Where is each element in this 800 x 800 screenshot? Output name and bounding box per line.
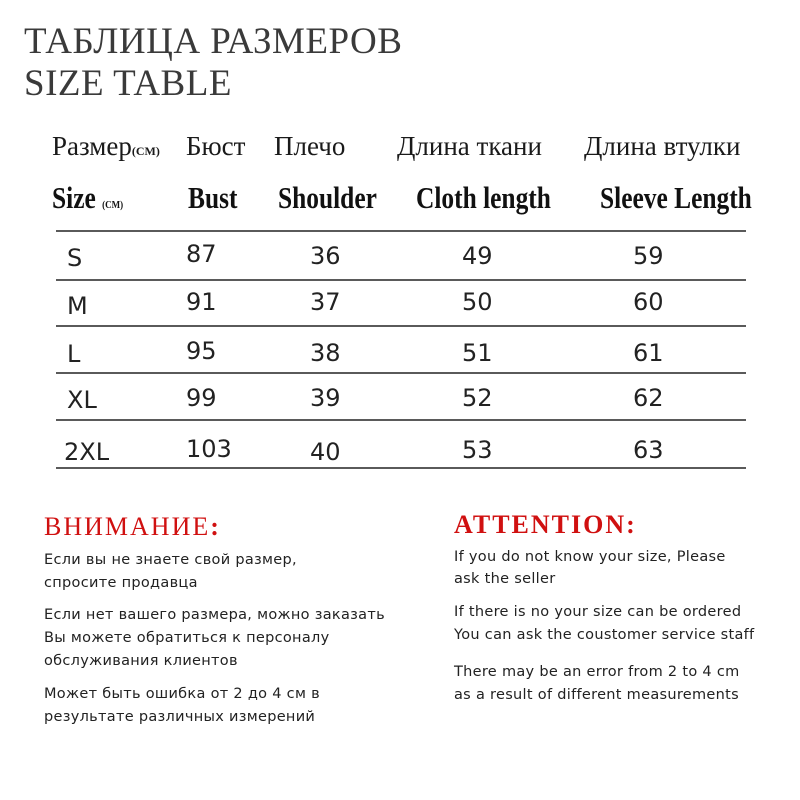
cell-shoulder: 38 bbox=[310, 339, 341, 367]
cell-size: S bbox=[67, 244, 83, 272]
header-size-en: Size (CM) bbox=[52, 180, 124, 215]
note-line-en: ask the seller bbox=[454, 571, 556, 587]
header-bust-en: Bust bbox=[188, 180, 238, 215]
cell-bust: 95 bbox=[186, 337, 217, 365]
page-title-ru: ТАБЛИЦА РАЗМЕРОВ bbox=[24, 21, 403, 62]
cell-sleeve-length: 59 bbox=[633, 242, 664, 270]
note-line-en: If there is no your size can be ordered bbox=[454, 604, 742, 620]
note-line-en: There may be an error from 2 to 4 cm bbox=[454, 664, 740, 680]
attention-heading-ru: ВНИМАНИЕ: bbox=[44, 512, 221, 541]
page-title-en: SIZE TABLE bbox=[24, 63, 232, 104]
cell-cloth-length: 52 bbox=[462, 384, 493, 412]
note-line-ru: результате различных измерений bbox=[44, 709, 316, 725]
cell-bust: 99 bbox=[186, 384, 217, 412]
attention-heading-en-colon: : bbox=[626, 510, 637, 539]
header-size-unit-ru: (CM) bbox=[131, 144, 160, 158]
cell-shoulder: 36 bbox=[310, 242, 341, 270]
table-divider bbox=[56, 279, 746, 281]
cell-bust: 87 bbox=[186, 240, 217, 268]
note-line-en: You can ask the coustomer service staff bbox=[454, 627, 755, 643]
note-line-ru: Может быть ошибка от 2 до 4 см в bbox=[44, 686, 320, 702]
note-line-ru: спросите продавца bbox=[44, 575, 198, 591]
cell-size: 2XL bbox=[64, 438, 110, 466]
table-divider bbox=[56, 372, 746, 374]
table-divider bbox=[56, 467, 746, 469]
cell-cloth-length: 50 bbox=[462, 288, 493, 316]
table-divider bbox=[56, 230, 746, 232]
cell-shoulder: 40 bbox=[310, 438, 341, 466]
note-line-en: as a result of different measurements bbox=[454, 687, 739, 703]
table-divider bbox=[56, 419, 746, 421]
header-sleeve-length-en: Sleeve Length bbox=[600, 180, 752, 215]
cell-sleeve-length: 63 bbox=[633, 436, 664, 464]
cell-size: XL bbox=[67, 386, 97, 414]
cell-sleeve-length: 60 bbox=[633, 288, 664, 316]
header-bust-ru: Бюст bbox=[186, 131, 246, 161]
cell-sleeve-length: 61 bbox=[633, 339, 664, 367]
attention-heading-en: ATTENTION: bbox=[454, 510, 637, 539]
note-line-en: If you do not know your size, Please bbox=[454, 549, 726, 565]
cell-bust: 91 bbox=[186, 288, 217, 316]
cell-sleeve-length: 62 bbox=[633, 384, 664, 412]
note-line-ru: Если нет вашего размера, можно заказать bbox=[44, 607, 385, 623]
header-shoulder-ru: Плечо bbox=[274, 131, 346, 161]
note-line-ru: Вы можете обратиться к персоналу bbox=[44, 630, 330, 646]
cell-shoulder: 39 bbox=[310, 384, 341, 412]
cell-size: M bbox=[67, 292, 88, 320]
cell-bust: 103 bbox=[186, 435, 232, 463]
attention-heading-ru-colon: : bbox=[210, 512, 221, 541]
header-cloth-length-ru: Длина ткани bbox=[397, 131, 542, 161]
cell-size: L bbox=[67, 340, 81, 368]
header-size-unit-en: (CM) bbox=[102, 199, 124, 211]
header-shoulder-en: Shoulder bbox=[278, 180, 377, 215]
note-line-ru: обслуживания клиентов bbox=[44, 653, 238, 669]
note-line-ru: Если вы не знаете свой размер, bbox=[44, 552, 297, 568]
table-divider bbox=[56, 325, 746, 327]
header-sleeve-length-ru: Длина втулки bbox=[584, 131, 741, 161]
cell-shoulder: 37 bbox=[310, 288, 341, 316]
header-cloth-length-en: Cloth length bbox=[416, 180, 551, 215]
cell-cloth-length: 49 bbox=[462, 242, 493, 270]
cell-cloth-length: 53 bbox=[462, 436, 493, 464]
header-size-ru: Размер(CM) bbox=[52, 131, 160, 161]
cell-cloth-length: 51 bbox=[462, 339, 493, 367]
